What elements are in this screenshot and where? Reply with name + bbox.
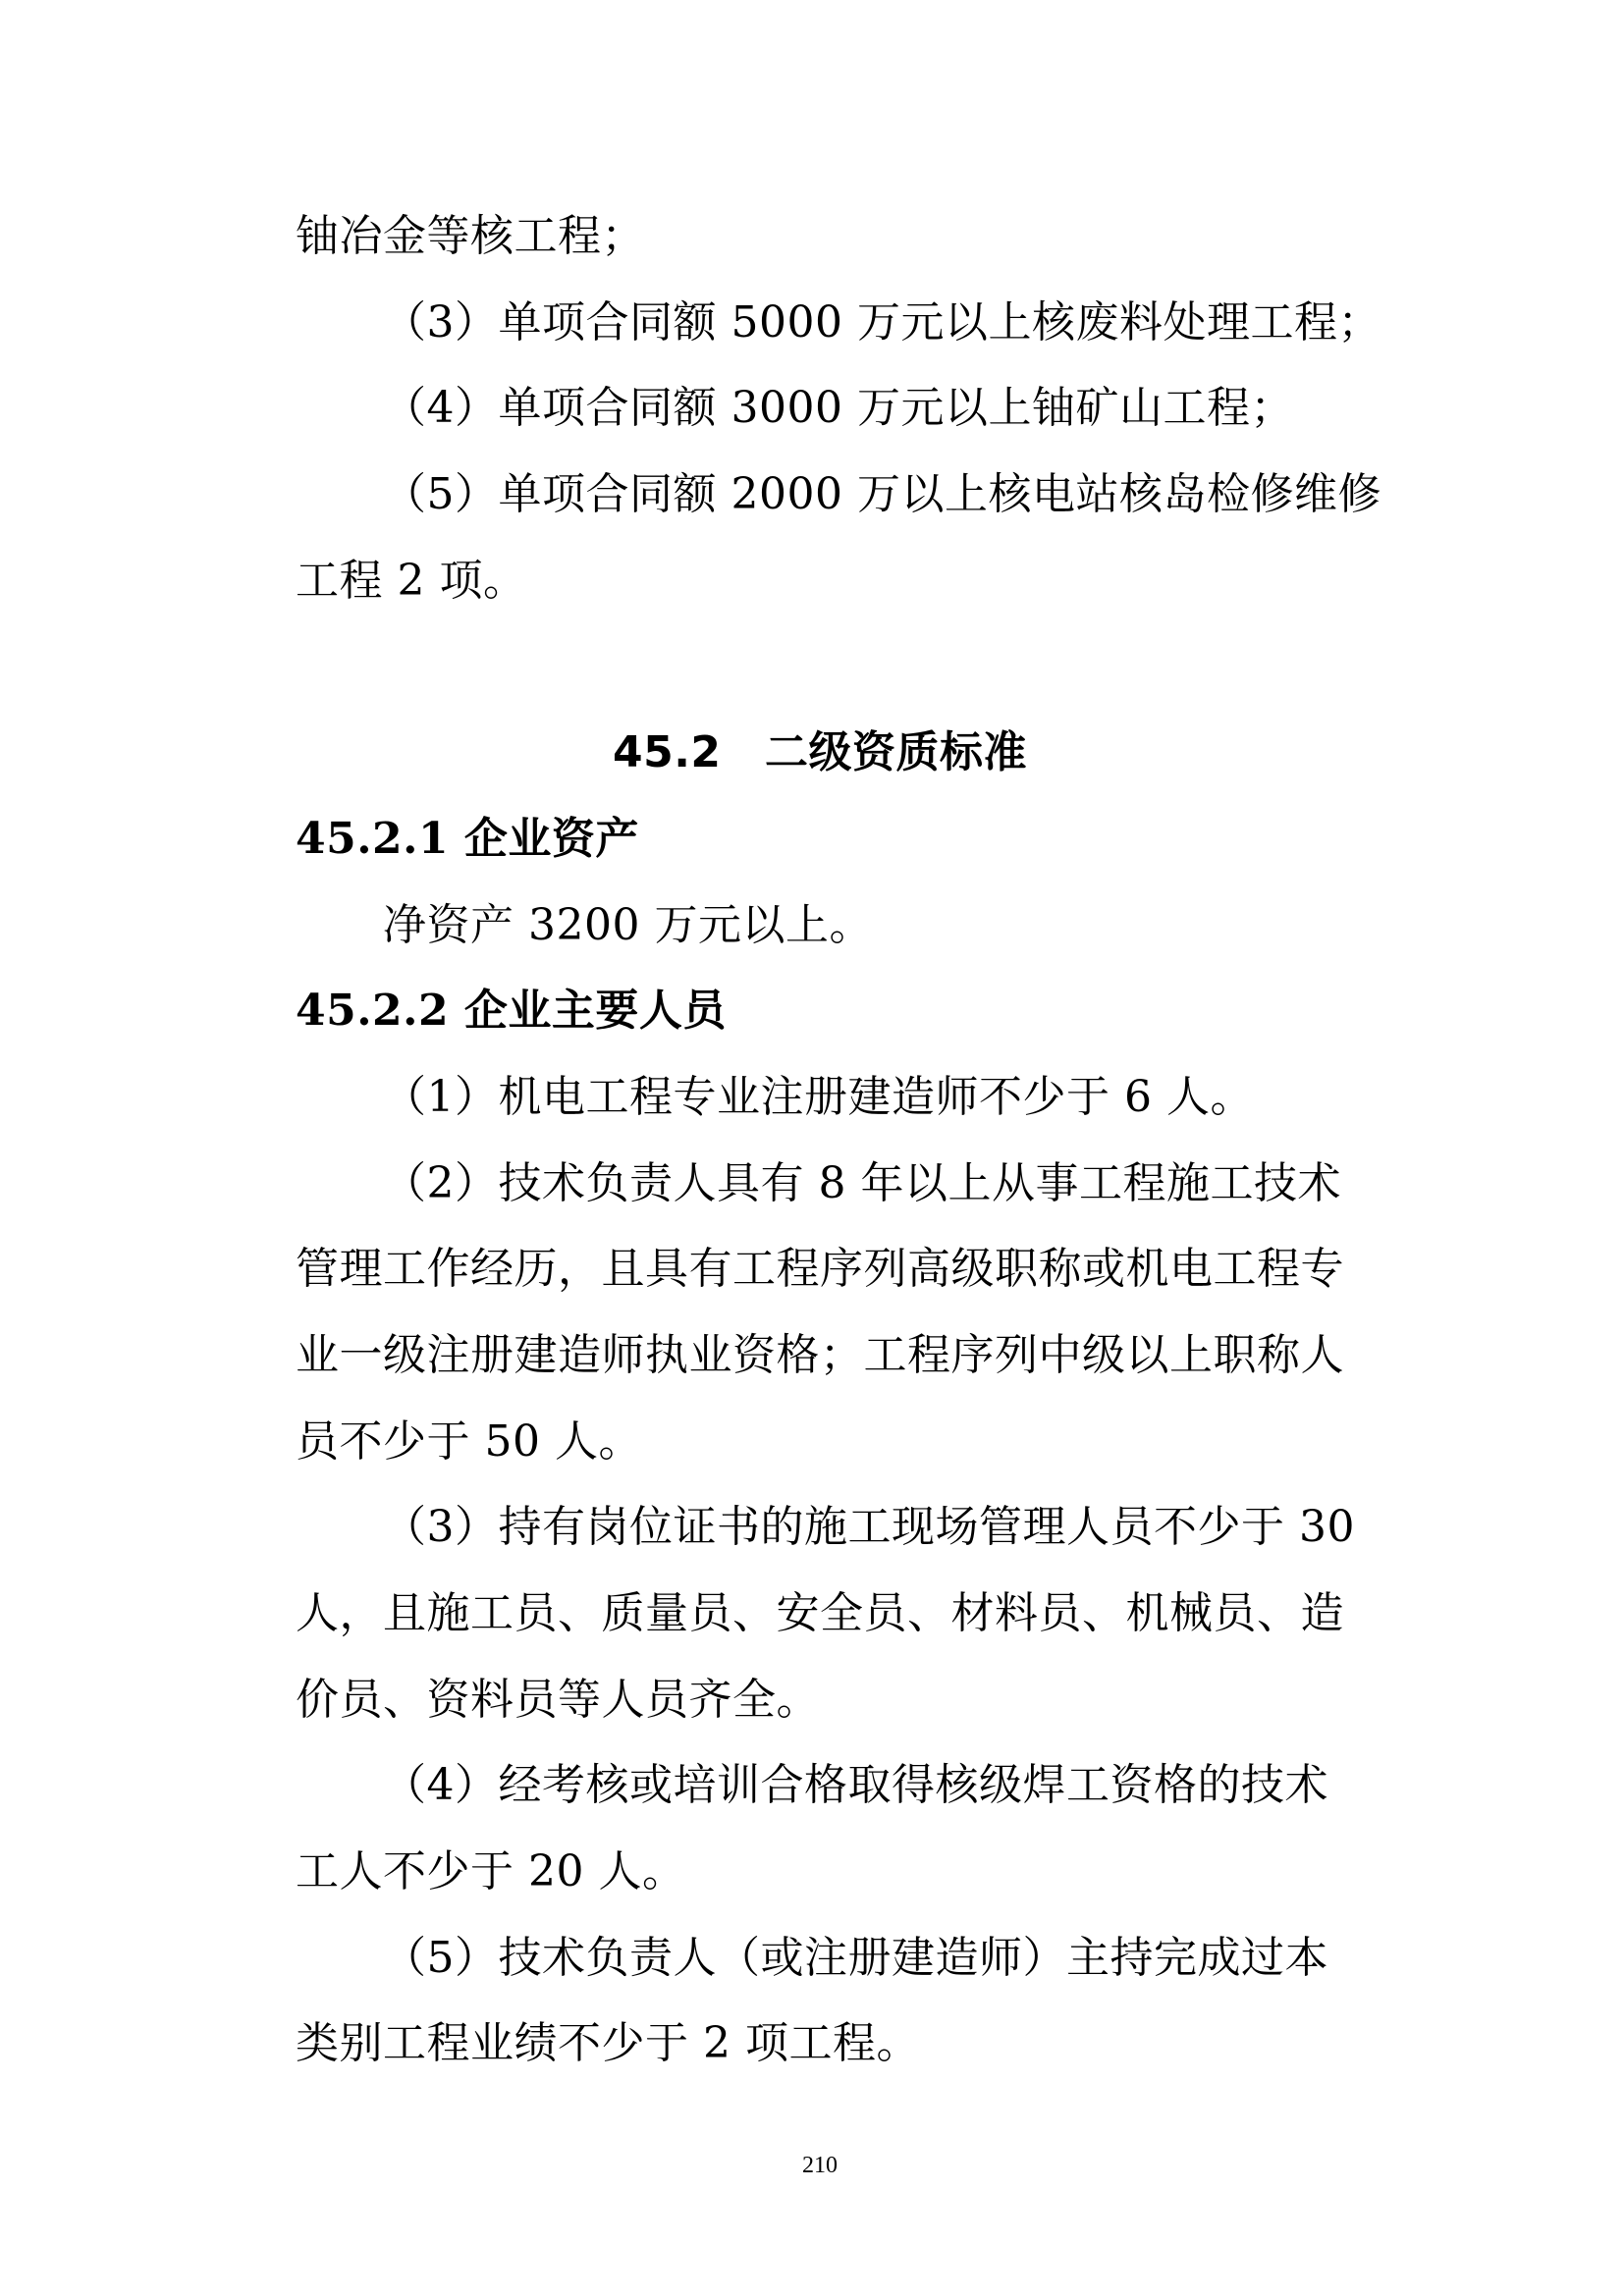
text-line: 工人不少于 20 人。 xyxy=(296,1846,686,1897)
list-item xyxy=(296,1141,1344,1485)
text-line: （5）单项合同额 2000 万以上核电站核岛检修维修 xyxy=(383,469,1381,520)
text-line: 业一级注册建造师执业资格；工程序列中级以上职称人 xyxy=(296,1329,1344,1380)
blank-line xyxy=(296,623,1344,710)
text-line: （3）持有岗位证书的施工现场管理人员不少于 30 xyxy=(383,1502,1355,1553)
list-item xyxy=(296,1915,1344,2087)
text-line: 类别工程业绩不少于 2 项工程。 xyxy=(296,2018,920,2069)
list-item xyxy=(296,280,1381,366)
paragraph-assets xyxy=(296,882,1344,969)
text-line: （4）单项合同额 3000 万元以上铀矿山工程； xyxy=(383,383,1294,434)
text-line: 铀冶金等核工程； xyxy=(296,211,645,261)
text-line: （5）技术负责人（或注册建造师）主持完成过本 xyxy=(383,1932,1328,1983)
text-line: 管理工作经历，且具有工程序列高级职称或机电工程专 xyxy=(296,1244,1344,1295)
text-line: 净资产 3200 万元以上。 xyxy=(383,899,873,950)
list-item xyxy=(296,1484,1355,1742)
list-item xyxy=(296,1742,1344,1914)
page-body xyxy=(296,193,1381,2087)
text-line: 价员、资料员等人员齐全。 xyxy=(296,1674,820,1725)
list-item xyxy=(296,1054,1344,1141)
text-line: （3）单项合同额 5000 万元以上核废料处理工程； xyxy=(383,296,1381,347)
text-line: （1）机电工程专业注册建造师不少于 6 人。 xyxy=(383,1071,1254,1122)
text-line: 工程 2 项。 xyxy=(296,555,527,606)
text-line: 人，且施工员、质量员、安全员、材料员、机械员、造 xyxy=(296,1588,1344,1638)
paragraph-continuation xyxy=(296,193,1344,280)
subsection-heading-personnel: 45.2.2 企业主要人员 xyxy=(296,986,727,1037)
text-line: （4）经考核或培训合格取得核级焊工资格的技术 xyxy=(383,1760,1328,1811)
list-item xyxy=(296,452,1381,623)
subsection-heading-assets: 45.2.1 企业资产 xyxy=(296,813,639,864)
text-line: （2）技术负责人具有 8 年以上从事工程施工技术 xyxy=(383,1157,1341,1208)
text-line: 员不少于 50 人。 xyxy=(296,1415,642,1467)
page-number: 210 xyxy=(802,2153,838,2178)
list-item xyxy=(296,365,1344,452)
section-heading: 45.2 二级资质标准 xyxy=(612,727,1028,778)
